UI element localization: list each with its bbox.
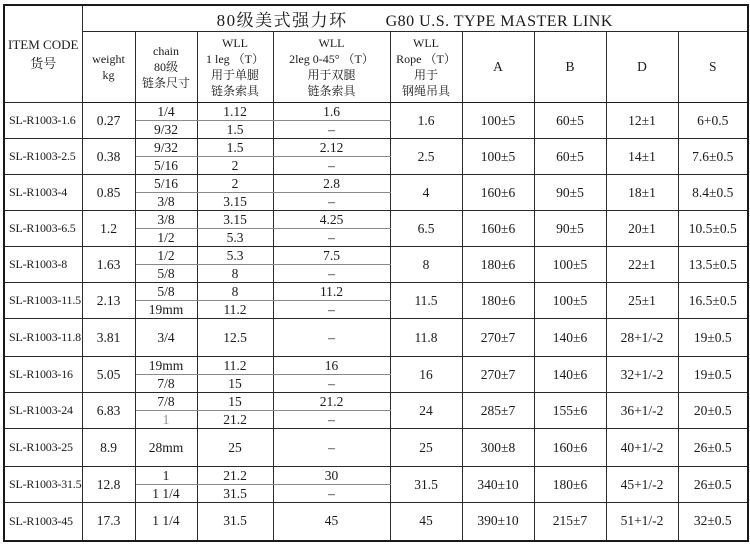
col-header-chain-size: chain 80级 链条尺寸 xyxy=(135,32,197,103)
wll-2leg-cell: 45 xyxy=(273,503,390,541)
wll-2leg-cell: – xyxy=(273,157,390,175)
item-code-cell: SL-R1003-6.5 xyxy=(4,211,82,247)
dim-a-cell: 160±6 xyxy=(462,175,534,211)
wll-2leg-cell: – xyxy=(273,121,390,139)
dim-d-cell: 51+1/-2 xyxy=(606,503,678,541)
dim-s-cell: 26±0.5 xyxy=(678,429,748,467)
table-row xyxy=(4,393,748,411)
dim-b-cell: 60±5 xyxy=(534,103,606,139)
dim-d-cell: 28+1/-2 xyxy=(606,319,678,357)
wll-2leg-cell: – xyxy=(273,265,390,283)
wll-2leg-cell: 4.25 xyxy=(273,211,390,229)
wll-2leg-cell: 21.2 xyxy=(273,393,390,411)
weight-cell: 0.27 xyxy=(82,103,135,139)
wll-2leg-cell: 11.2 xyxy=(273,283,390,301)
weight-cell: 5.05 xyxy=(82,357,135,393)
wll-1leg-cell: 8 xyxy=(197,265,273,283)
dim-s-cell: 16.5±0.5 xyxy=(678,283,748,319)
weight-cell: 3.81 xyxy=(82,319,135,357)
chain-size-cell: 1 xyxy=(135,411,197,429)
dim-b-cell: 100±5 xyxy=(534,283,606,319)
wll-1leg-cell: 5.3 xyxy=(197,229,273,247)
dim-b-cell: 60±5 xyxy=(534,139,606,175)
dim-a-cell: 300±8 xyxy=(462,429,534,467)
wll-1leg-cell: 11.2 xyxy=(197,357,273,375)
wll-1leg-cell: 1.5 xyxy=(197,121,273,139)
wll-1leg-cell: 1.5 xyxy=(197,139,273,157)
table-row xyxy=(4,211,748,229)
wll-rope-cell: 6.5 xyxy=(390,211,462,247)
item-code-cell: SL-R1003-16 xyxy=(4,357,82,393)
dim-d-cell: 12±1 xyxy=(606,103,678,139)
col-header-dim-s: S xyxy=(678,32,748,103)
wll-rope-cell: 45 xyxy=(390,503,462,541)
wll-1leg-cell: 21.2 xyxy=(197,411,273,429)
wll-1leg-cell: 1.12 xyxy=(197,103,273,121)
chain-size-cell: 9/32 xyxy=(135,139,197,157)
dim-d-cell: 45+1/-2 xyxy=(606,467,678,503)
item-code-cell: SL-R1003-25 xyxy=(4,429,82,467)
dim-d-cell: 40+1/-2 xyxy=(606,429,678,467)
dim-b-cell: 160±6 xyxy=(534,429,606,467)
item-code-label-en: ITEM CODE xyxy=(8,37,79,52)
chain-size-cell: 1 1/4 xyxy=(135,503,197,541)
chain-size-cell: 28mm xyxy=(135,429,197,467)
item-code-cell: SL-R1003-24 xyxy=(4,393,82,429)
wll-2leg-cell: – xyxy=(273,193,390,211)
chain-size-cell: 1/4 xyxy=(135,103,197,121)
dim-a-cell: 100±5 xyxy=(462,139,534,175)
wll-1leg-cell: 2 xyxy=(197,157,273,175)
wll-1leg-cell: 3.15 xyxy=(197,211,273,229)
col-header-wll-2leg: WLL 2leg 0-45° （T） 用于双腿 链条索具 xyxy=(273,32,390,103)
dim-s-cell: 8.4±0.5 xyxy=(678,175,748,211)
chain-size-cell: 19mm xyxy=(135,301,197,319)
dim-a-cell: 270±7 xyxy=(462,357,534,393)
item-code-cell: SL-R1003-45 xyxy=(4,503,82,541)
wll-1leg-cell: 31.5 xyxy=(197,503,273,541)
wll-1leg-cell: 31.5 xyxy=(197,485,273,503)
dim-a-cell: 100±5 xyxy=(462,103,534,139)
dim-d-cell: 22±1 xyxy=(606,247,678,283)
dim-d-cell: 25±1 xyxy=(606,283,678,319)
weight-cell: 0.85 xyxy=(82,175,135,211)
chain-size-cell: 5/8 xyxy=(135,283,197,301)
wll-2leg-cell: 30 xyxy=(273,467,390,485)
weight-cell: 1.63 xyxy=(82,247,135,283)
weight-cell: 1.2 xyxy=(82,211,135,247)
dim-d-cell: 14±1 xyxy=(606,139,678,175)
wll-2leg-cell: – xyxy=(273,229,390,247)
wll-1leg-cell: 21.2 xyxy=(197,467,273,485)
chain-size-cell: 5/16 xyxy=(135,157,197,175)
item-code-cell: SL-R1003-11.8 xyxy=(4,319,82,357)
table-title-en: G80 U.S. TYPE MASTER LINK xyxy=(385,13,613,30)
dim-d-cell: 36+1/-2 xyxy=(606,393,678,429)
wll-2leg-cell: 1.6 xyxy=(273,103,390,121)
table-row xyxy=(4,429,748,467)
dim-s-cell: 6+0.5 xyxy=(678,103,748,139)
table-row xyxy=(4,247,748,265)
chain-size-cell: 5/8 xyxy=(135,265,197,283)
wll-2leg-cell: 16 xyxy=(273,357,390,375)
dim-d-cell: 18±1 xyxy=(606,175,678,211)
col-header-dim-b: B xyxy=(534,32,606,103)
wll-rope-cell: 4 xyxy=(390,175,462,211)
wll-1leg-cell: 11.2 xyxy=(197,301,273,319)
wll-1leg-cell: 12.5 xyxy=(197,319,273,357)
dim-b-cell: 155±6 xyxy=(534,393,606,429)
wll-1leg-cell: 3.15 xyxy=(197,193,273,211)
wll-2leg-cell: – xyxy=(273,429,390,467)
wll-2leg-cell: 2.12 xyxy=(273,139,390,157)
master-link-spec-table xyxy=(3,4,749,542)
chain-size-cell: 7/8 xyxy=(135,393,197,411)
wll-rope-cell: 2.5 xyxy=(390,139,462,175)
chain-size-cell: 7/8 xyxy=(135,375,197,393)
dim-a-cell: 160±6 xyxy=(462,211,534,247)
chain-size-cell: 9/32 xyxy=(135,121,197,139)
dim-a-cell: 390±10 xyxy=(462,503,534,541)
wll-rope-cell: 11.5 xyxy=(390,283,462,319)
wll-2leg-cell: – xyxy=(273,301,390,319)
wll-2leg-cell: 7.5 xyxy=(273,247,390,265)
dim-s-cell: 13.5±0.5 xyxy=(678,247,748,283)
wll-rope-cell: 1.6 xyxy=(390,103,462,139)
title-row xyxy=(4,5,748,32)
weight-cell: 8.9 xyxy=(82,429,135,467)
col-header-dim-d: D xyxy=(606,32,678,103)
dim-s-cell: 19±0.5 xyxy=(678,357,748,393)
chain-size-cell: 1/2 xyxy=(135,229,197,247)
dim-a-cell: 180±6 xyxy=(462,247,534,283)
wll-2leg-cell: – xyxy=(273,319,390,357)
table-row xyxy=(4,139,748,157)
table-title-cn: 80级美式强力环 xyxy=(216,11,348,30)
table-header xyxy=(4,5,748,103)
table-row xyxy=(4,283,748,301)
dim-a-cell: 270±7 xyxy=(462,319,534,357)
dim-b-cell: 215±7 xyxy=(534,503,606,541)
dim-b-cell: 90±5 xyxy=(534,175,606,211)
table-row xyxy=(4,319,748,357)
dim-d-cell: 20±1 xyxy=(606,211,678,247)
chain-size-cell: 1 1/4 xyxy=(135,485,197,503)
table-row xyxy=(4,467,748,485)
table-title xyxy=(82,5,748,32)
wll-1leg-cell: 15 xyxy=(197,393,273,411)
dim-b-cell: 140±6 xyxy=(534,319,606,357)
wll-2leg-cell: 2.8 xyxy=(273,175,390,193)
dim-b-cell: 140±6 xyxy=(534,357,606,393)
wll-2leg-cell: – xyxy=(273,375,390,393)
item-code-cell: SL-R1003-2.5 xyxy=(4,139,82,175)
weight-cell: 17.3 xyxy=(82,503,135,541)
chain-size-cell: 5/16 xyxy=(135,175,197,193)
wll-1leg-cell: 2 xyxy=(197,175,273,193)
dim-a-cell: 340±10 xyxy=(462,467,534,503)
dim-s-cell: 20±0.5 xyxy=(678,393,748,429)
weight-cell: 0.38 xyxy=(82,139,135,175)
col-header-weight: weight kg xyxy=(82,32,135,103)
item-code-cell: SL-R1003-1.6 xyxy=(4,103,82,139)
wll-2leg-cell: – xyxy=(273,485,390,503)
wll-1leg-cell: 25 xyxy=(197,429,273,467)
weight-cell: 2.13 xyxy=(82,283,135,319)
dim-s-cell: 7.6±0.5 xyxy=(678,139,748,175)
chain-size-cell: 3/8 xyxy=(135,211,197,229)
table-row xyxy=(4,357,748,375)
col-header-wll-rope: WLL Rope （T） 用于 钢绳吊具 xyxy=(390,32,462,103)
item-code-cell: SL-R1003-8 xyxy=(4,247,82,283)
dim-b-cell: 100±5 xyxy=(534,247,606,283)
chain-size-cell: 3/4 xyxy=(135,319,197,357)
weight-cell: 6.83 xyxy=(82,393,135,429)
table-row xyxy=(4,503,748,541)
item-code-label-cn: 货号 xyxy=(30,56,57,71)
wll-1leg-cell: 5.3 xyxy=(197,247,273,265)
dim-s-cell: 10.5±0.5 xyxy=(678,211,748,247)
col-header-item-code xyxy=(4,5,82,103)
chain-size-cell: 19mm xyxy=(135,357,197,375)
wll-1leg-cell: 8 xyxy=(197,283,273,301)
chain-size-cell: 3/8 xyxy=(135,193,197,211)
item-code-cell: SL-R1003-31.5 xyxy=(4,467,82,503)
wll-rope-cell: 24 xyxy=(390,393,462,429)
col-header-wll-1leg: WLL 1 leg （T） 用于单腿 链条索具 xyxy=(197,32,273,103)
weight-cell: 12.8 xyxy=(82,467,135,503)
chain-size-cell: 1/2 xyxy=(135,247,197,265)
chain-size-cell: 1 xyxy=(135,467,197,485)
item-code-cell: SL-R1003-4 xyxy=(4,175,82,211)
table-row xyxy=(4,103,748,121)
dim-a-cell: 180±6 xyxy=(462,283,534,319)
spec-table-body xyxy=(4,103,748,541)
dim-b-cell: 90±5 xyxy=(534,211,606,247)
col-header-dim-a: A xyxy=(462,32,534,103)
wll-rope-cell: 31.5 xyxy=(390,467,462,503)
dim-a-cell: 285±7 xyxy=(462,393,534,429)
dim-s-cell: 26±0.5 xyxy=(678,467,748,503)
dim-d-cell: 32+1/-2 xyxy=(606,357,678,393)
wll-2leg-cell: – xyxy=(273,411,390,429)
dim-s-cell: 32±0.5 xyxy=(678,503,748,541)
column-header-row xyxy=(4,32,748,103)
wll-rope-cell: 25 xyxy=(390,429,462,467)
wll-rope-cell: 11.8 xyxy=(390,319,462,357)
wll-rope-cell: 8 xyxy=(390,247,462,283)
wll-1leg-cell: 15 xyxy=(197,375,273,393)
dim-s-cell: 19±0.5 xyxy=(678,319,748,357)
item-code-cell: SL-R1003-11.5 xyxy=(4,283,82,319)
wll-rope-cell: 16 xyxy=(390,357,462,393)
dim-b-cell: 180±6 xyxy=(534,467,606,503)
table-row xyxy=(4,175,748,193)
